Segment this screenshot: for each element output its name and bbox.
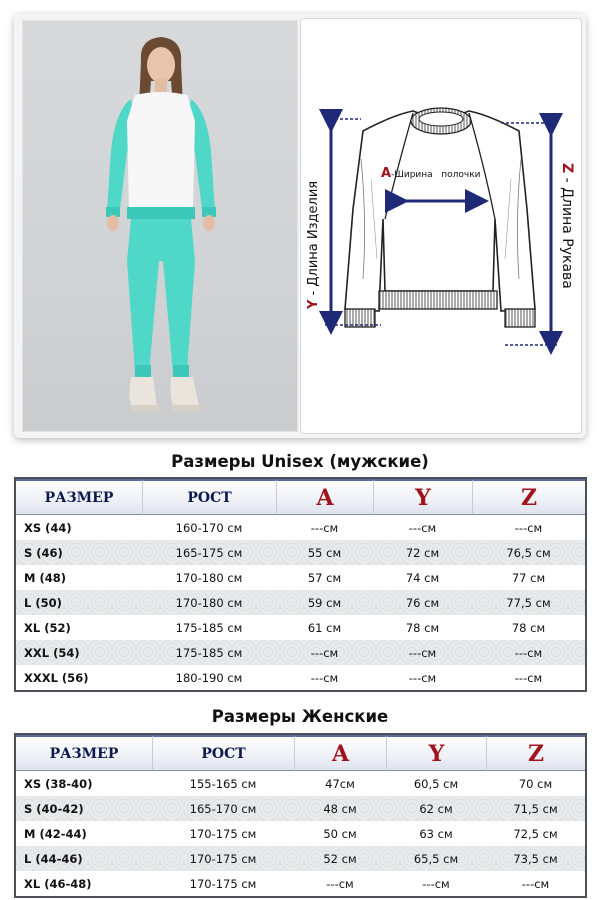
header-height: РОСТ — [142, 479, 276, 515]
table-row — [16, 640, 585, 665]
size-cell: M (42-44) — [24, 826, 87, 841]
model-photo — [22, 20, 298, 432]
header-size: РАЗМЕР — [16, 735, 152, 771]
size-cell: XXL (54) — [24, 645, 80, 660]
y-cell: 62 см — [419, 801, 453, 816]
z-cell: 78 см — [511, 620, 546, 635]
height-cell: 175-185 см — [175, 645, 243, 660]
z-cell: 72,5 см — [513, 826, 558, 841]
height-cell: 170-180 см — [175, 570, 243, 585]
size-cell: XL (52) — [24, 620, 71, 635]
y-cell: 74 см — [405, 570, 440, 585]
z-cell: ---см — [521, 876, 550, 891]
women-table-title: Размеры Женские — [211, 707, 389, 726]
table-row — [16, 846, 585, 871]
height-cell: 170-175 см — [189, 826, 257, 841]
label-z-letter: Z — [559, 163, 575, 174]
table-row — [16, 821, 585, 846]
height-cell: 165-170 см — [189, 801, 257, 816]
table-header — [16, 735, 585, 771]
header-y: Y — [373, 479, 472, 515]
table-row — [16, 871, 585, 896]
z-cell: 77,5 см — [506, 595, 551, 610]
sweatshirt-sketch — [301, 19, 583, 435]
measurement-diagram — [300, 18, 582, 434]
label-z — [559, 163, 575, 289]
header-z: Z — [472, 479, 585, 515]
a-cell: 47см — [325, 776, 355, 791]
height-cell: 175-185 см — [175, 620, 243, 635]
size-cell: L (50) — [24, 595, 62, 610]
a-cell: 57 см — [307, 570, 342, 585]
header-size: РАЗМЕР — [16, 479, 142, 515]
a-cell: 61 см — [307, 620, 342, 635]
size-cell: M (48) — [24, 570, 66, 585]
z-cell: ---см — [514, 645, 543, 660]
y-cell: ---см — [408, 645, 437, 660]
z-cell: 73,5 см — [513, 851, 558, 866]
height-cell: 155-165 см — [189, 776, 257, 791]
height-cell: 170-175 см — [189, 851, 257, 866]
table-body — [16, 515, 585, 690]
y-cell: 60,5 см — [413, 776, 459, 791]
y-cell: ---см — [422, 876, 450, 891]
unisex-size-table — [14, 477, 587, 692]
a-cell: 48 см — [323, 801, 357, 816]
table-body — [16, 771, 585, 896]
table-row — [16, 590, 585, 615]
header-a: A — [276, 479, 373, 515]
height-cell: 170-180 см — [175, 595, 243, 610]
table-row — [16, 565, 585, 590]
height-cell: 160-170 см — [175, 520, 243, 535]
model-illustration — [23, 21, 298, 432]
label-y — [306, 181, 321, 310]
header-z: Z — [486, 735, 585, 771]
size-cell: XS (38-40) — [24, 776, 93, 791]
size-cell: XL (46-48) — [24, 876, 92, 891]
size-cell: XXXL (56) — [24, 670, 89, 685]
header-a: A — [294, 735, 386, 771]
header-y: Y — [386, 735, 486, 771]
label-y-text: - Длина Изделия — [306, 180, 321, 300]
height-cell: 170-175 см — [189, 876, 257, 891]
a-cell: ---см — [326, 876, 354, 891]
label-y-letter: Y — [306, 299, 321, 309]
size-cell: L (44-46) — [24, 851, 83, 866]
a-cell: ---см — [310, 670, 339, 685]
height-cell: 165-175 см — [175, 545, 243, 560]
label-a-letter: A — [381, 166, 392, 181]
z-cell: 77 см — [511, 570, 546, 585]
z-cell: 70 см — [518, 776, 553, 791]
table-row — [16, 665, 585, 690]
y-cell: 78 см — [405, 620, 440, 635]
y-cell: 65,5 см — [413, 851, 459, 866]
table-row — [16, 796, 585, 821]
table-header — [16, 479, 585, 515]
size-cell: S (40-42) — [24, 801, 84, 816]
table-row — [16, 515, 585, 540]
size-cell: S (46) — [24, 545, 63, 560]
a-cell: 52 см — [323, 851, 357, 866]
z-cell: 76,5 см — [506, 545, 551, 560]
label-z-text: - Длина Рукава — [559, 173, 575, 289]
table-row — [16, 615, 585, 640]
label-a-text: -Ширина полочки — [391, 170, 481, 180]
table-row — [16, 540, 585, 565]
unisex-table-title: Размеры Unisex (мужские) — [171, 452, 429, 471]
z-cell: 71,5 см — [513, 801, 558, 816]
women-size-table — [14, 733, 587, 898]
table-row — [16, 771, 585, 796]
header-height: РОСТ — [152, 735, 294, 771]
y-cell: ---см — [408, 670, 437, 685]
y-cell: ---см — [408, 520, 437, 535]
y-cell: 63 см — [419, 826, 453, 841]
size-cell: XS (44) — [24, 520, 72, 535]
z-cell: ---см — [514, 670, 543, 685]
a-cell: 59 см — [307, 595, 342, 610]
a-cell: ---см — [310, 520, 339, 535]
a-cell: 50 см — [323, 826, 357, 841]
height-cell: 180-190 см — [175, 670, 243, 685]
z-cell: ---см — [514, 520, 543, 535]
a-cell: 55 см — [307, 545, 342, 560]
a-cell: ---см — [310, 645, 339, 660]
y-cell: 72 см — [405, 545, 440, 560]
y-cell: 76 см — [405, 595, 440, 610]
